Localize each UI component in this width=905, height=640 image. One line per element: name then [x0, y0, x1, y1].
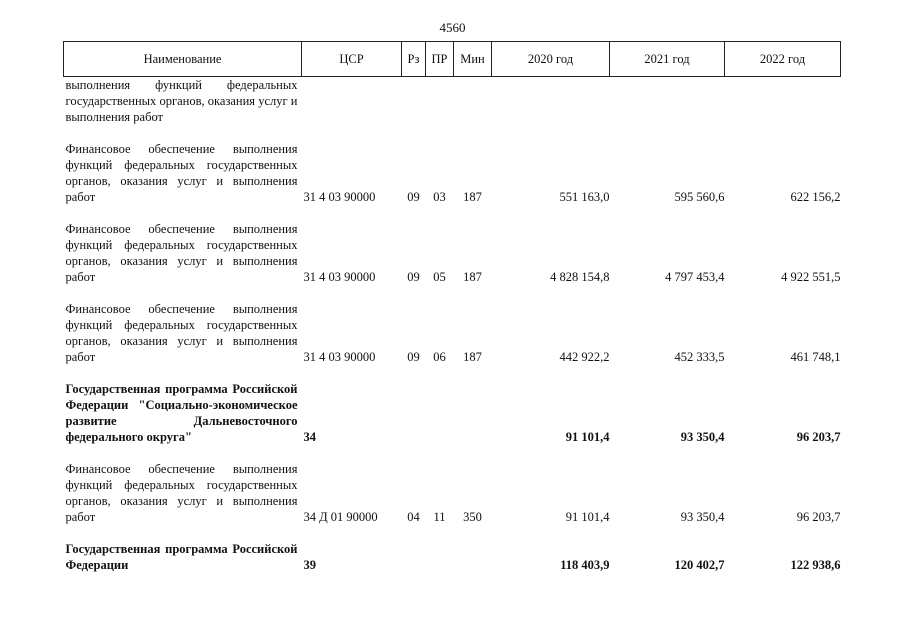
cell-min: 350 — [463, 510, 482, 524]
cell-min — [454, 541, 492, 573]
cell-csr: 31 4 03 90000 — [303, 190, 376, 204]
cell-2021: 452 333,5 — [674, 350, 725, 364]
cell-min — [454, 381, 492, 445]
header-csr: ЦСР — [302, 42, 402, 77]
row-spacer — [64, 525, 841, 541]
continuation-row — [64, 77, 841, 126]
cell-2021: 595 560,6 — [674, 190, 725, 204]
table-header — [64, 42, 841, 77]
table-row — [64, 541, 841, 573]
cell-2020: 551 163,0 — [559, 190, 610, 204]
cell-rz — [402, 541, 426, 573]
table-body — [64, 77, 841, 574]
header-2022: 2022 год — [725, 42, 841, 77]
cell-min: 187 — [463, 270, 482, 284]
row-spacer — [64, 365, 841, 381]
cell-name: Государственная программа Российской Федерации "Социально-экономическое развитие Дальневосточного федерального округа" — [65, 382, 298, 444]
row-spacer — [64, 445, 841, 461]
cell-csr: 31 4 03 90000 — [303, 350, 376, 364]
continuation-name: выполнения функций федеральных государственных органов, оказания услуг и выполнения работ — [65, 78, 298, 124]
table-row — [64, 141, 841, 205]
cell-pr: 05 — [433, 270, 446, 284]
cell-2020: 91 101,4 — [565, 510, 610, 524]
cell-csr: 31 4 03 90000 — [303, 270, 376, 284]
cell-csr: 39 — [303, 558, 316, 572]
header-name: Наименование — [64, 42, 302, 77]
header-2020: 2020 год — [492, 42, 610, 77]
cell-rz — [402, 381, 426, 445]
cell-rz: 09 — [407, 270, 420, 284]
page-number: 4560 — [439, 20, 466, 35]
cell-2020: 118 403,9 — [560, 558, 610, 572]
budget-table — [63, 41, 841, 573]
cell-name: Финансовое обеспечение выполнения функций федеральных государственных органов, оказания услуг и выполнения работ — [65, 222, 298, 284]
cell-rz: 04 — [407, 510, 420, 524]
table-row — [64, 381, 841, 445]
header-2021: 2021 год — [610, 42, 725, 77]
header-min: Мин — [454, 42, 492, 77]
cell-rz: 09 — [407, 190, 420, 204]
cell-pr: 03 — [433, 190, 446, 204]
cell-2020: 4 828 154,8 — [550, 270, 610, 284]
row-spacer — [64, 125, 841, 141]
cell-2022: 122 938,6 — [790, 558, 841, 572]
cell-2022: 461 748,1 — [790, 350, 841, 364]
cell-name: Финансовое обеспечение выполнения функций федеральных государственных органов, оказания услуг и выполнения работ — [65, 302, 298, 364]
header-rz: Рз — [402, 42, 426, 77]
budget-table-wrapper — [63, 41, 840, 573]
cell-2020: 442 922,2 — [559, 350, 610, 364]
cell-2021: 93 350,4 — [680, 510, 725, 524]
table-row — [64, 301, 841, 365]
cell-2021: 93 350,4 — [680, 430, 725, 444]
cell-name: Государственная программа Российской Федерации — [65, 542, 298, 572]
cell-pr: 06 — [433, 350, 446, 364]
table-row — [64, 221, 841, 285]
cell-2022: 4 922 551,5 — [781, 270, 841, 284]
cell-2022: 96 203,7 — [796, 510, 841, 524]
cell-2022: 96 203,7 — [796, 430, 841, 444]
cell-min: 187 — [463, 190, 482, 204]
cell-name: Финансовое обеспечение выполнения функций федеральных государственных органов, оказания услуг и выполнения работ — [65, 462, 298, 524]
cell-min: 187 — [463, 350, 482, 364]
cell-pr — [426, 381, 454, 445]
cell-name: Финансовое обеспечение выполнения функций федеральных государственных органов, оказания услуг и выполнения работ — [65, 142, 298, 204]
table-row — [64, 461, 841, 525]
cell-rz: 09 — [407, 350, 420, 364]
row-spacer — [64, 205, 841, 221]
cell-csr: 34 Д 01 90000 — [303, 510, 378, 524]
cell-pr — [426, 541, 454, 573]
cell-csr: 34 — [303, 430, 316, 444]
cell-2022: 622 156,2 — [790, 190, 841, 204]
header-pr: ПР — [426, 42, 454, 77]
row-spacer — [64, 285, 841, 301]
cell-2020: 91 101,4 — [565, 430, 610, 444]
cell-2021: 120 402,7 — [674, 558, 725, 572]
cell-2021: 4 797 453,4 — [665, 270, 725, 284]
cell-pr: 11 — [433, 510, 446, 524]
